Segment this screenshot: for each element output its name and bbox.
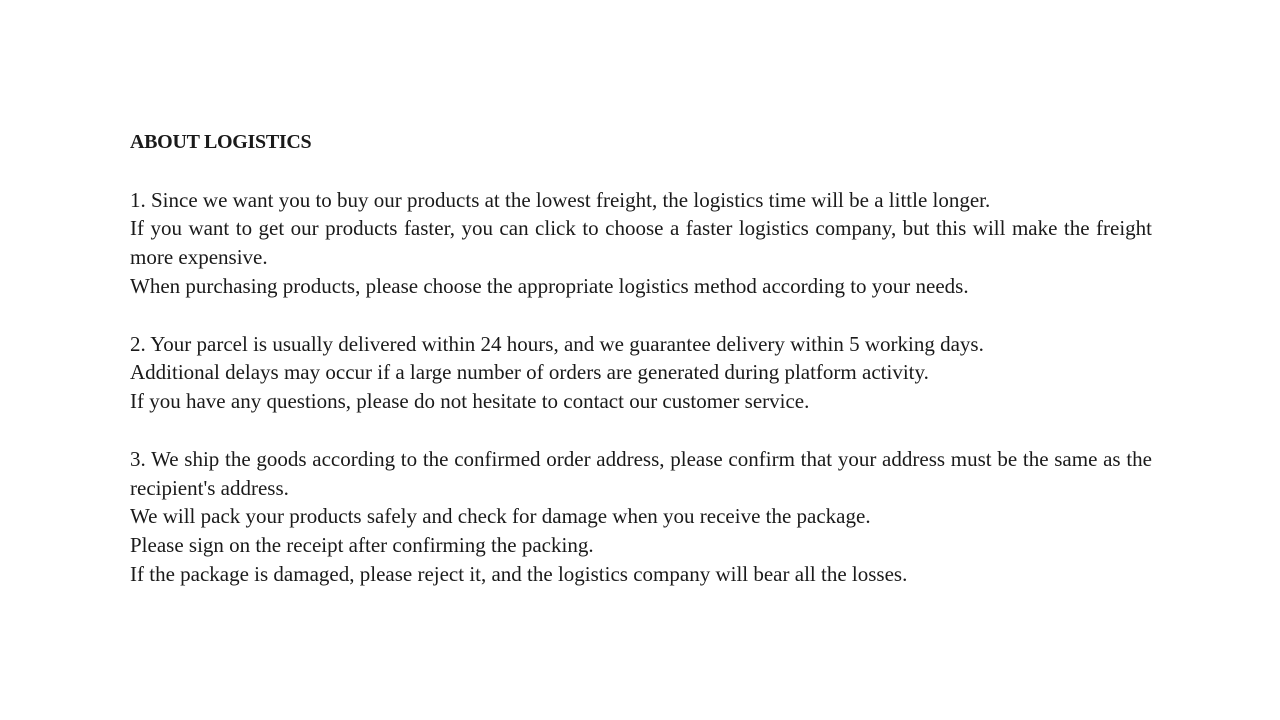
- section-1-line-1: 1. Since we want you to buy our products at the lowest freight, the logistics time will be a little longer.: [130, 187, 991, 212]
- section-2-line-2: Additional delays may occur if a large number of orders are generated during platform activity.: [130, 360, 929, 385]
- section-3-line-1: 3. We ship the goods according to the confirmed order address, please confirm that your address must be the same as the recipient's address.: [130, 446, 1152, 500]
- section-3-line-4: If the package is damaged, please reject it, and the logistics company will bear all the losses.: [130, 561, 908, 586]
- section-3: [130, 445, 1152, 589]
- logistics-document: [130, 128, 1152, 589]
- page-title: ABOUT LOGISTICS: [130, 131, 312, 153]
- section-2-line-3: If you have any questions, please do not hesitate to contact our customer service.: [130, 389, 810, 414]
- section-2-line-1: 2. Your parcel is usually delivered within 24 hours, and we guarantee delivery within 5 working days.: [130, 331, 984, 356]
- section-3-line-2: We will pack your products safely and check for damage when you receive the package.: [130, 504, 871, 529]
- section-1-line-2: If you want to get our products faster, you can click to choose a faster logistics company, but this will make the freight more expensive.: [130, 216, 1152, 270]
- section-1-line-3: When purchasing products, please choose the appropriate logistics method according to your needs.: [130, 273, 969, 298]
- section-2: [130, 330, 1152, 416]
- section-3-line-3: Please sign on the receipt after confirming the packing.: [130, 533, 594, 558]
- section-1: [130, 186, 1152, 301]
